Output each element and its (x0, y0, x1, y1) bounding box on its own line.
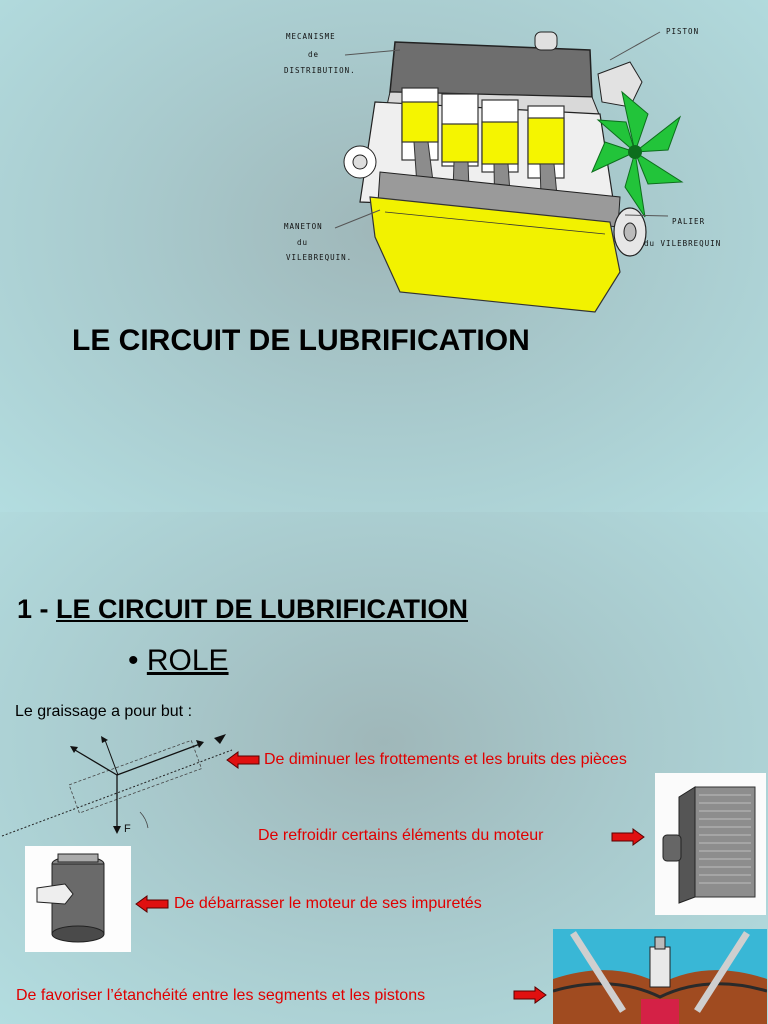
label-palier: PALIER (672, 217, 706, 226)
intro-text: Le graissage a pour but : (15, 703, 193, 720)
label-piston: PISTON (666, 27, 700, 36)
role-slide (0, 512, 768, 1024)
slide-title: LE CIRCUIT DE LUBRIFICATION (72, 324, 530, 357)
role-item-4: De favoriser l’étanchéité entre les segments et les pistons (16, 987, 426, 1004)
friction-force-diagram (0, 730, 235, 842)
section-heading (17, 594, 468, 625)
arrow-right-icon (611, 828, 645, 846)
section-title: LE CIRCUIT DE LUBRIFICATION (56, 594, 468, 624)
cylinder-head-illustration (553, 929, 767, 1024)
role-item-2: De refroidir certains éléments du moteur (258, 827, 544, 844)
role-item-1: De diminuer les frottements et les bruits des pièces (264, 751, 627, 768)
bullet-glyph: • (128, 644, 147, 677)
label-distribution: DISTRIBUTION. (284, 66, 356, 75)
label-mecanisme: MECANISME (286, 32, 336, 41)
label-maneton-du: du (297, 238, 309, 247)
section-number: 1 - (17, 594, 57, 624)
arrow-left-icon (135, 895, 169, 913)
label-maneton: MANETON (284, 222, 323, 231)
arrow-right-icon (513, 986, 547, 1004)
role-item-3: De débarrasser le moteur de ses impuretés (174, 895, 482, 912)
label-mecanisme-de: de (308, 50, 320, 59)
label-vilebrequin: VILEBREQUIN. (286, 253, 353, 262)
arrow-left-icon (226, 751, 260, 769)
label-palier-vilebrequin: du VILEBREQUIN (644, 239, 722, 248)
force-label: F (124, 823, 131, 835)
oil-filter-illustration (25, 846, 131, 952)
radiator-illustration (655, 773, 766, 915)
role-heading: ROLE (146, 644, 229, 677)
role-bullet (128, 644, 229, 678)
